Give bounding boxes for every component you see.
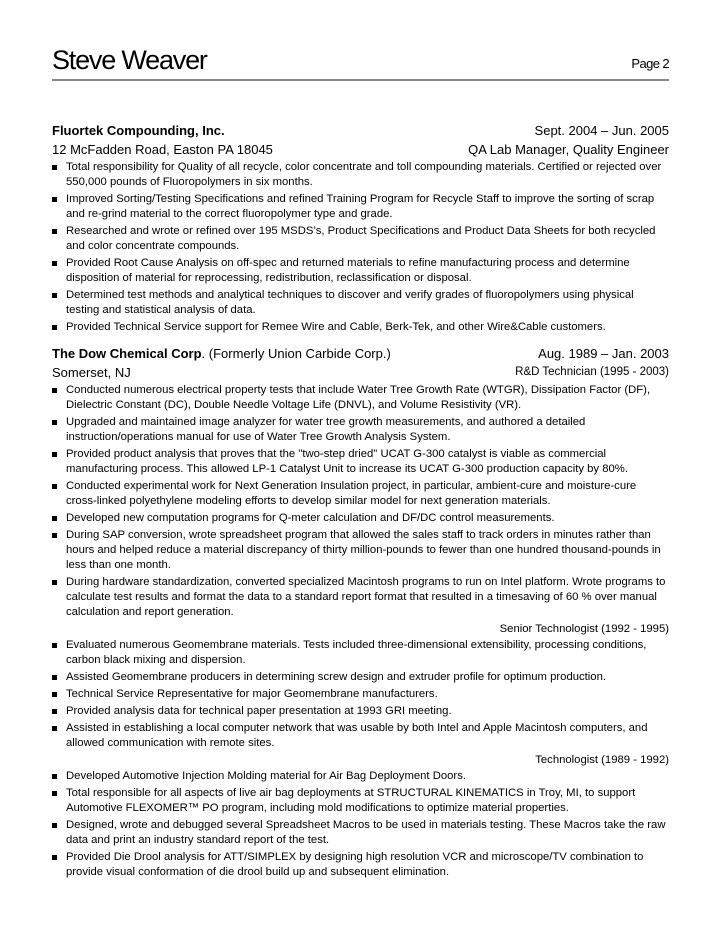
job-heading <box>52 344 669 363</box>
bullet-icon <box>52 855 57 860</box>
list-item: During SAP conversion, wrote spreadsheet program that allowed the sales staff to track orders in minutes rather than hours and helped reduce a material discrepancy of thirty million-pounds to fewer than one hundred thousand-pounds in less than one month. <box>52 528 669 573</box>
bullet-icon <box>52 823 57 828</box>
list-item: Conducted experimental work for Next Generation Insulation project, in particular, ambient-cure and moisture-cure cross-linked polyethylene modeling efforts to develop similar model for next generation materials. <box>52 479 669 509</box>
list-item: Upgraded and maintained image analyzer for water tree growth measurements, and authored a detailed instruction/operations manual for use of Water Tree Growth Analysis System. <box>52 415 669 445</box>
job-dates: Sept. 2004 – Jun. 2005 <box>534 123 669 138</box>
bullet-icon <box>52 791 57 796</box>
list-item: Total responsible for all aspects of live air bag deployments at STRUCTURAL KINEMATICS in Troy, MI, to support Automotive FLEXOMER™ PO program, including mold modifications to optimize material properties. <box>52 786 669 816</box>
company-name: Fluortek Compounding, Inc. <box>52 123 225 138</box>
list-item: Determined test methods and analytical techniques to discover and verify grades of fluoropolymers using physical testing and statistical analysis of data. <box>52 288 669 318</box>
list-item: Technical Service Representative for major Geomembrane manufacturers. <box>52 687 669 702</box>
list-item: Provided product analysis that proves that the "two-step dried" UCAT G-300 catalyst is viable as commercial manufacturing process. This allowed LP-1 Catalyst Unit to increase its UCAT G-300 production capacity by 80%. <box>52 447 669 477</box>
list-item: Provided Root Cause Analysis on off-spec and returned materials to refine manufacturing process and determine disposition of material for reprocessing, redistribution, reclassification or disposal. <box>52 256 669 286</box>
bullet-icon <box>52 516 57 521</box>
job-title: R&D Technician (1995 - 2003) <box>515 366 669 378</box>
bullet-icon <box>52 293 57 298</box>
subrole-bullet-list <box>52 638 669 751</box>
header-divider <box>52 79 669 81</box>
bullet-icon <box>52 484 57 489</box>
list-item: Assisted in establishing a local computer network that was usable by both Intel and Apple Macintosh computers, and allowed communication with remote sites. <box>52 721 669 751</box>
list-item: Developed new computation programs for Q-meter calculation and DF/DC control measurements. <box>52 511 669 526</box>
bullet-icon <box>52 325 57 330</box>
job-bullet-list <box>52 160 669 335</box>
bullet-icon <box>52 726 57 731</box>
list-item: Designed, wrote and debugged several Spreadsheet Macros to be used in materials testing. These Macros take the raw data and print an industry standard report of the test. <box>52 818 669 848</box>
bullet-icon <box>52 643 57 648</box>
job-subheading <box>52 363 669 382</box>
bullet-icon <box>52 533 57 538</box>
job-dates: Aug. 1989 – Jan. 2003 <box>538 346 669 361</box>
bullet-icon <box>52 197 57 202</box>
list-item: Provided Die Drool analysis for ATT/SIMPLEX by designing high resolution VCR and microscope/TV combination to provide visual conformation of die drool build up and subsequent elimination. <box>52 850 669 880</box>
list-item: Improved Sorting/Testing Specifications and refined Training Program for Recycle Staff to improve the sorting of scrap and re-grind material to the correct fluoropolymer type and grade. <box>52 192 669 222</box>
subrole-title: Senior Technologist (1992 - 1995) <box>499 623 669 635</box>
job-location: 12 McFadden Road, Easton PA 18045 <box>52 142 273 157</box>
page-number: Page 2 <box>631 56 669 71</box>
bullet-icon <box>52 675 57 680</box>
bullet-icon <box>52 261 57 266</box>
list-item: Evaluated numerous Geomembrane materials. Tests included three-dimensional extensibility, processing conditions, carbon black mixing and dispersion. <box>52 638 669 668</box>
bullet-icon <box>52 580 57 585</box>
bullet-icon <box>52 388 57 393</box>
job-subheading <box>52 140 669 159</box>
bullet-icon <box>52 165 57 170</box>
job-location: Somerset, NJ <box>52 365 131 380</box>
list-item: During hardware standardization, converted specialized Macintosh programs to run on Intel platform. Wrote programs to calculate test results and format the data to a standard report format that resulted in a timesaving of 60 % over manual calculation and report generation. <box>52 575 669 620</box>
list-item: Provided Technical Service support for Remee Wire and Cable, Berk-Tek, and other Wire&Cable customers. <box>52 320 669 335</box>
list-item: Conducted numerous electrical property tests that include Water Tree Growth Rate (WTGR), Dissipation Factor (DF), Dielectric Constant (DC), Double Needle Voltage Life (DNVL), and Volume Resistivity (VR). <box>52 383 669 413</box>
bullet-icon <box>52 709 57 714</box>
list-item: Developed Automotive Injection Molding material for Air Bag Deployment Doors. <box>52 769 669 784</box>
subrole-title: Technologist (1989 - 1992) <box>535 754 669 766</box>
job-bullet-list <box>52 383 669 620</box>
list-item: Total responsibility for Quality of all recycle, color concentrate and toll compounding materials. Certified or rejected over 550,000 pounds of Fluoropolymers in six months. <box>52 160 669 190</box>
list-item: Provided analysis data for technical paper presentation at 1993 GRI meeting. <box>52 704 669 719</box>
page-header <box>52 44 669 80</box>
bullet-icon <box>52 229 57 234</box>
bullet-icon <box>52 774 57 779</box>
job-fluortek <box>52 121 669 337</box>
company-name: The Dow Chemical Corp. (Formerly Union Carbide Corp.) <box>52 346 391 361</box>
job-title: QA Lab Manager, Quality Engineer <box>468 142 669 157</box>
list-item: Researched and wrote or refined over 195 MSDS’s, Product Specifications and Product Data Sheets for both recycled and color concentrate compounds. <box>52 224 669 254</box>
job-heading <box>52 121 669 140</box>
job-dow-chemical <box>52 344 669 882</box>
applicant-name: Steve Weaver <box>52 45 207 75</box>
bullet-icon <box>52 420 57 425</box>
subrole-bullet-list <box>52 769 669 880</box>
list-item: Assisted Geomembrane producers in determining screw design and extruder profile for optimum production. <box>52 670 669 685</box>
bullet-icon <box>52 692 57 697</box>
bullet-icon <box>52 452 57 457</box>
